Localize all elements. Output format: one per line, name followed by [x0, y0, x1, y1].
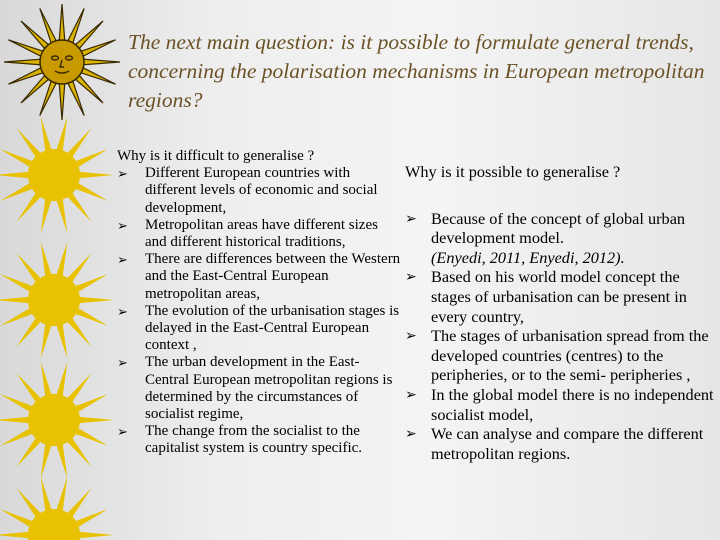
list-item: ➢ The urban development in the East-Central European metropolitan regions is determined by the circumstances of socialist regime, — [117, 354, 393, 423]
list-item: ➢ Different European countries with different levels of economic and social development, — [117, 165, 378, 216]
list-item: ➢ In the global model there is no independent socialist model, — [405, 384, 714, 424]
arrow-bullet-icon: ➢ — [117, 167, 128, 183]
list-item: ➢ The stages of urbanisation spread from the developed countries (centres) to the peripheries, or to the semi- peripheries , — [405, 326, 709, 385]
citation: (Enyedi, 2011, Enyedi, 2012). — [431, 247, 625, 267]
list-item: ➢ Because of the concept of global urban development model. (Enyedi, 2011, Enyedi, 2012). — [405, 209, 715, 268]
list-item: ➢ Metropolitan areas have different sizes and different historical traditions, — [117, 216, 378, 251]
arrow-bullet-icon: ➢ — [117, 253, 128, 269]
left-bullet-list — [117, 165, 402, 457]
sun-icon — [4, 4, 120, 120]
right-column — [405, 162, 715, 463]
list-item: ➢ The change from the socialist to the capitalist system is country specific. — [117, 423, 363, 457]
list-item: ➢ The evolution of the urbanisation stages is delayed in the East-Central European context , — [117, 302, 400, 354]
sun-decoration-column — [0, 0, 120, 540]
arrow-bullet-icon: ➢ — [117, 425, 128, 441]
left-column-heading: Why is it difficult to generalise ? — [117, 148, 315, 164]
slide-title: The next main question: is it possible to formulate general trends, concerning the polarisation mechanisms in European metropolitan regions? — [128, 30, 705, 112]
sun-icon — [0, 117, 114, 234]
arrow-bullet-icon: ➢ — [117, 356, 128, 372]
left-column — [117, 148, 402, 458]
arrow-bullet-icon: ➢ — [405, 386, 417, 403]
arrow-bullet-icon: ➢ — [405, 328, 417, 345]
list-item: ➢ We can analyse and compare the different metropolitan regions. — [405, 424, 704, 463]
arrow-bullet-icon: ➢ — [117, 304, 128, 320]
right-column-heading: Why is it possible to generalise ? — [405, 162, 621, 181]
sun-icons — [0, 0, 120, 540]
list-item: ➢ Based on his world model concept the stages of urbanisation can be present in every country, — [405, 267, 687, 326]
arrow-bullet-icon: ➢ — [405, 210, 417, 227]
sun-icon — [0, 477, 114, 540]
sun-icon — [0, 242, 114, 359]
list-item: ➢ There are differences between the Western and the East-Central European metropolitan areas, — [117, 251, 401, 302]
right-bullet-list — [405, 209, 715, 464]
arrow-bullet-icon: ➢ — [405, 426, 417, 443]
arrow-bullet-icon: ➢ — [117, 218, 128, 234]
arrow-bullet-icon: ➢ — [405, 269, 417, 286]
sun-icon — [0, 362, 114, 479]
